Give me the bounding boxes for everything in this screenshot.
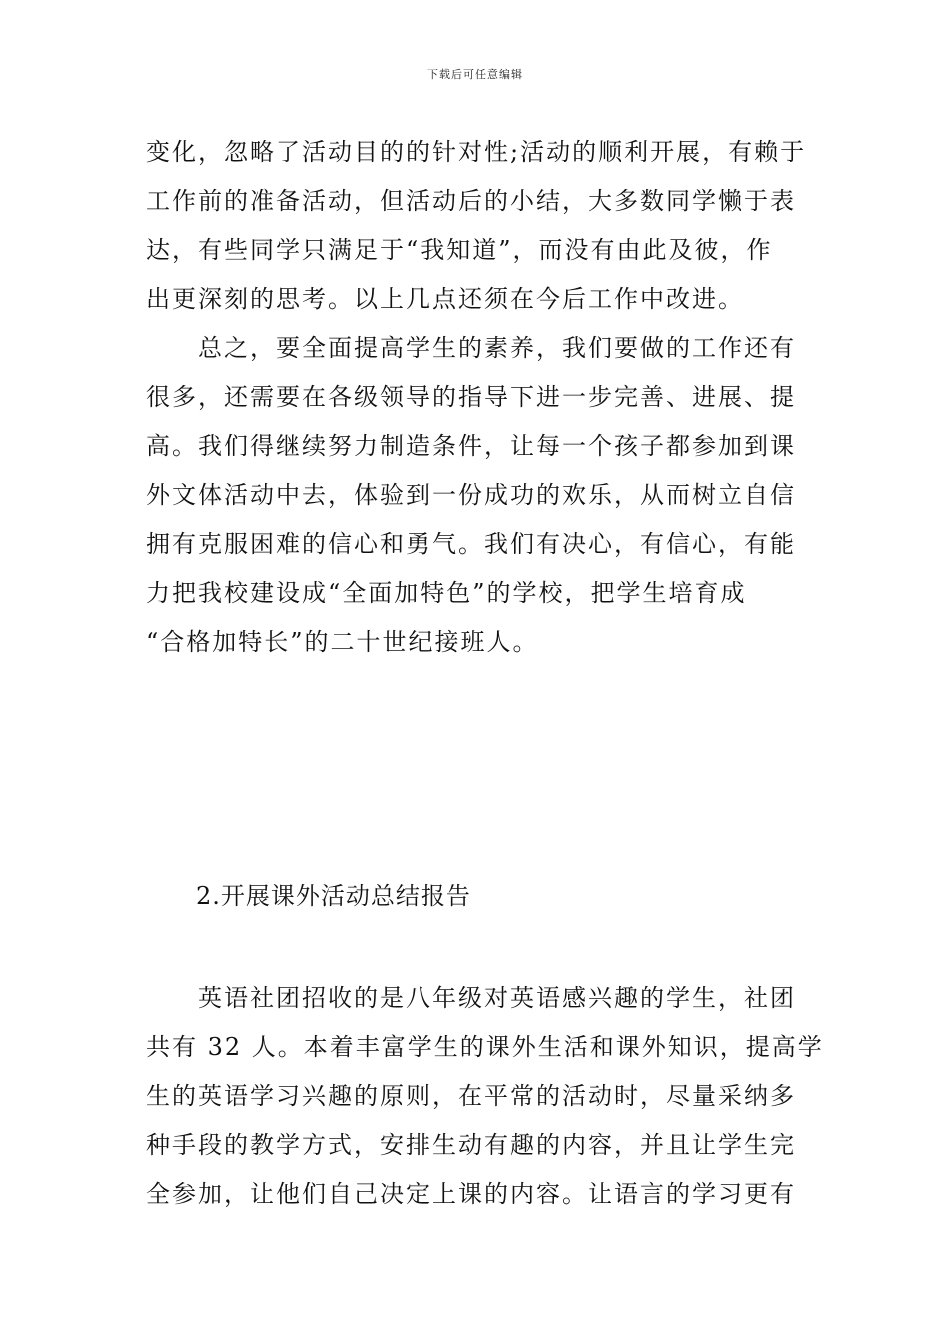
paragraph-line: 共有 32 人。本着丰富学生的课外生活和课外知识，提高学 bbox=[146, 1033, 824, 1061]
paragraph-line: “合格加特长”的二十世纪接班人。 bbox=[146, 628, 539, 656]
paragraph-line: 生的英语学习兴趣的原则，在平常的活动时，尽量采纳多 bbox=[146, 1082, 796, 1110]
paragraph-line: 工作前的准备活动，但活动后的小结，大多数同学懒于表 bbox=[146, 187, 796, 215]
paragraph-line: 达，有些同学只满足于“我知道”，而没有由此及彼，作 bbox=[146, 236, 773, 264]
paragraph-line: 力把我校建设成“全面加特色”的学校，把学生培育成 bbox=[146, 579, 747, 607]
paragraph-line: 拥有克服困难的信心和勇气。我们有决心，有信心，有能 bbox=[146, 530, 796, 558]
paragraph-continuation bbox=[146, 128, 810, 324]
paragraph-line: 种手段的教学方式，安排生动有趣的内容，并且让学生完 bbox=[146, 1131, 796, 1159]
paragraph-line: 全参加，让他们自己决定上课的内容。让语言的学习更有 bbox=[146, 1180, 796, 1208]
paragraph-line: 外文体活动中去，体验到一份成功的欢乐，从而树立自信 bbox=[146, 481, 796, 509]
paragraph-line: 变化，忽略了活动目的的针对性;活动的顺利开展，有赖于 bbox=[146, 138, 807, 166]
paragraph-line: 高。我们得继续努力制造条件，让每一个孩子都参加到课 bbox=[146, 432, 796, 460]
paragraph-line: 出更深刻的思考。以上几点还须在今后工作中改进。 bbox=[146, 285, 744, 313]
paragraph-line: 英语社团招收的是八年级对英语感兴趣的学生，社团 bbox=[198, 984, 796, 1012]
paragraph-conclusion bbox=[146, 324, 810, 667]
paragraph-line: 很多，还需要在各级领导的指导下进一步完善、进展、提 bbox=[146, 383, 796, 411]
section-heading: 2.开展课外活动总结报告 bbox=[196, 882, 471, 910]
page-header-note: 下载后可任意编辑 bbox=[427, 68, 523, 81]
paragraph-english-club bbox=[146, 974, 824, 1219]
paragraph-line: 总之，要全面提高学生的素养，我们要做的工作还有 bbox=[198, 334, 796, 362]
